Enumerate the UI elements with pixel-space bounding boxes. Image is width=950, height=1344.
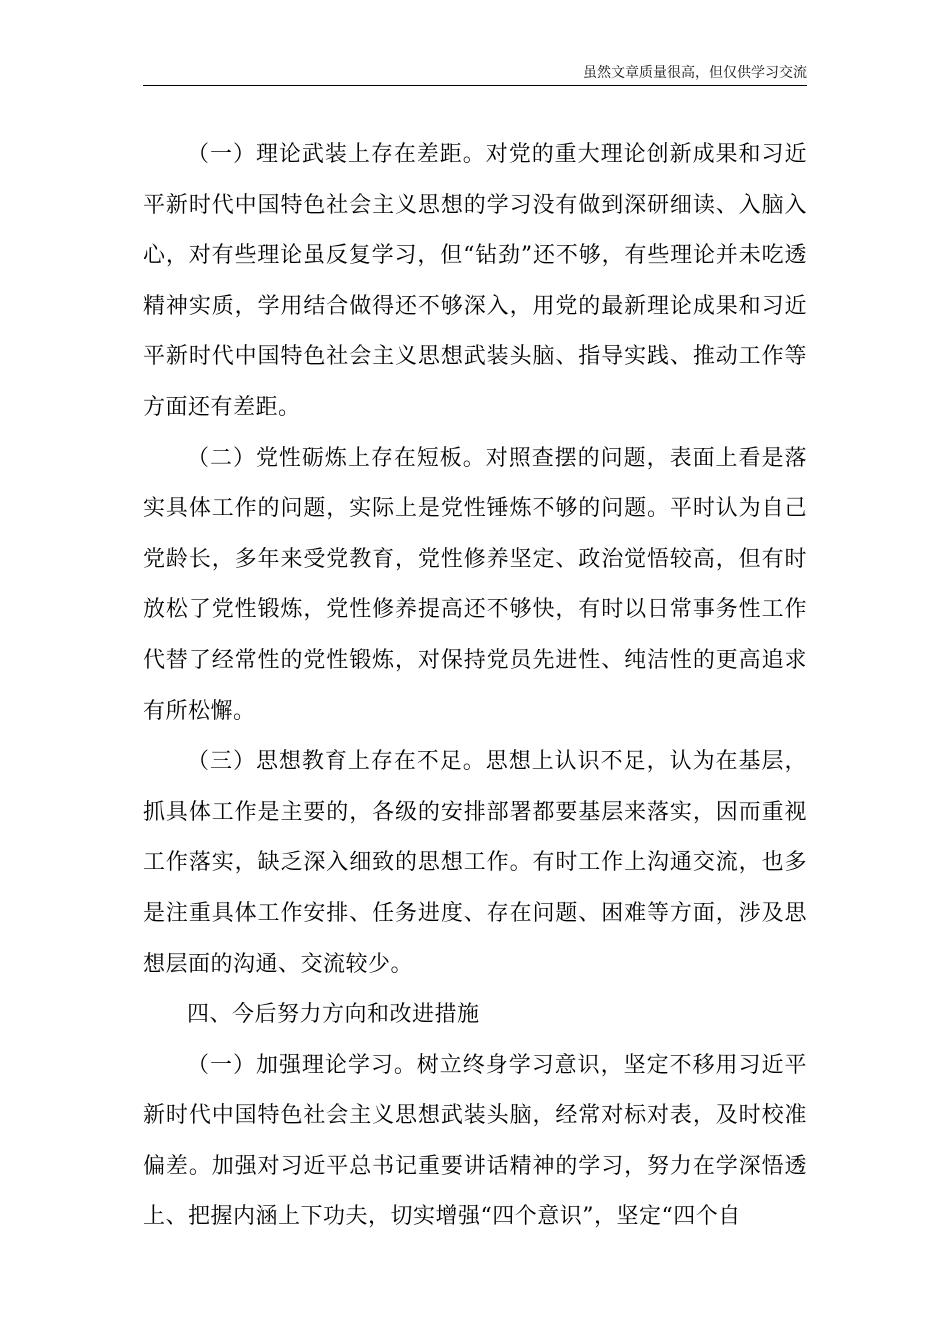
paragraph-strengthen-theory: （一）加强理论学习。树立终身学习意识，坚定不移用习近平新时代中国特色社会主义思想武装头脑，经常对标对表，及时校准偏差。加强对习近平总书记重要讲话精神的学习，努力在学深悟透上、把握内涵上下功夫，切实增强“四个意识”，坚定“四个自 bbox=[143, 1052, 807, 1230]
paragraph-party-spirit: （二）党性砺炼上存在短板。对照查摆的问题，表面上看是落实具体工作的问题，实际上是党性锤炼不够的问题。平时认为自己党龄长，多年来受党教育，党性修养坚定、政治觉悟较高，但有时放松了党性锻炼，党性修养提高还不够快，有时以日常事务性工作代替了经常性的党性锻炼，对保持党员先进性、纯洁性的更高追求有所松懈。 bbox=[143, 445, 807, 724]
header-divider bbox=[143, 85, 807, 86]
document-body bbox=[143, 130, 807, 1243]
header-disclaimer: 虽然文章质量很高，但仅供学习交流 bbox=[583, 65, 807, 81]
paragraph-theory-gap: （一）理论武装上存在差距。对党的重大理论创新成果和习近平新时代中国特色社会主义思想的学习没有做到深研细读、入脑入心，对有些理论虽反复学习，但“钻劲”还不够，有些理论并未吃透精神实质，学用结合做得还不够深入，用党的最新理论成果和习近平新时代中国特色社会主义思想武装头脑、指导实践、推动工作等方面还有差距。 bbox=[143, 142, 807, 420]
section-heading-improvement: 四、今后努力方向和改进措施 bbox=[187, 1002, 480, 1028]
paragraph-ideological-education: （三）思想教育上存在不足。思想上认识不足，认为在基层，抓具体工作是主要的，各级的安排部署都要基层来落实，因而重视工作落实，缺乏深入细致的思想工作。有时工作上沟通交流，也多是注重具体工作安排、任务进度、存在问题、困难等方面，涉及思想层面的沟通、交流较少。 bbox=[143, 749, 807, 977]
